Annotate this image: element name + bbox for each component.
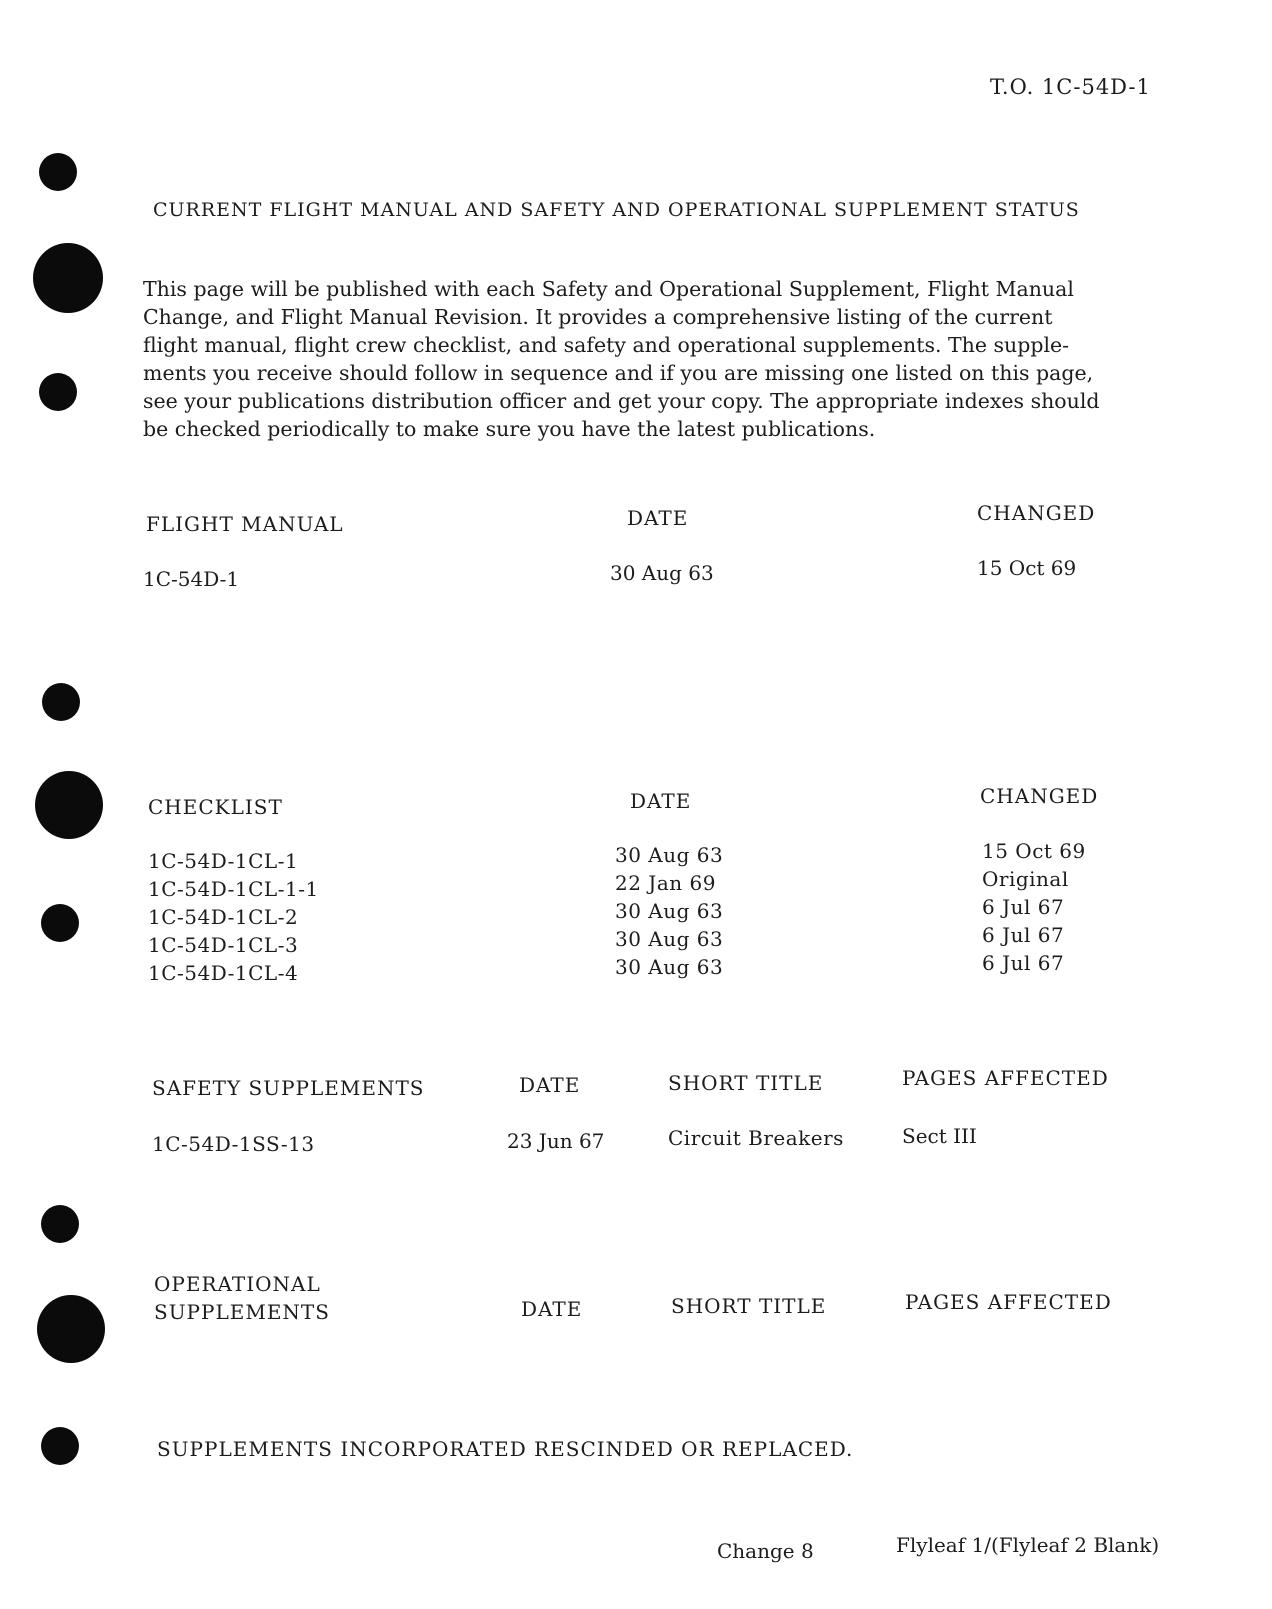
checklist-row-date: 22 Jan 69: [615, 871, 716, 895]
operational-pages-affected-header: PAGES AFFECTED: [905, 1290, 1112, 1314]
checklist-dates: [615, 841, 723, 981]
checklist-changed-header: CHANGED: [980, 784, 1099, 808]
checklist-row-changed: 6 Jul 67: [982, 951, 1065, 975]
safety-short-title-header: SHORT TITLE: [668, 1071, 824, 1095]
operational-date-header: DATE: [521, 1297, 583, 1321]
checklist-row-changed: 15 Oct 69: [982, 839, 1086, 863]
operational-supplements-header-line1: OPERATIONAL: [154, 1272, 321, 1296]
flight-manual-changed: 15 Oct 69: [977, 556, 1077, 580]
flight-manual-name: 1C-54D-1: [143, 567, 240, 591]
checklist-changed: [982, 837, 1086, 977]
safety-supplements-header: SAFETY SUPPLEMENTS: [152, 1076, 425, 1100]
footer-page-number: Flyleaf 1/(Flyleaf 2 Blank): [896, 1533, 1160, 1557]
binder-hole: [33, 243, 103, 313]
checklist-row-changed: Original: [982, 867, 1069, 891]
intro-paragraph: This page will be published with each Safety and Operational Supplement, Flight Manual Change, and Flight Manual Revision. It provides a comprehensive listing of the current flight manual, flight crew checklist, and safety and operational supplements. The supple- ments you receive should follow in sequence and if you are missing one listed on this page, see your publications distribution officer and get your copy. The appropriate indexes should be checked periodically to make sure you have the latest publications.: [143, 277, 1100, 441]
checklist-row-name: 1C-54D-1CL-2: [148, 905, 299, 929]
binder-hole: [39, 373, 77, 411]
safety-pages-affected-header: PAGES AFFECTED: [902, 1066, 1109, 1090]
checklist-row-date: 30 Aug 63: [615, 955, 724, 979]
binder-hole: [35, 771, 103, 839]
binder-hole: [41, 1205, 79, 1243]
checklist-row-name: 1C-54D-1CL-3: [148, 933, 299, 957]
flight-manual-date-header: DATE: [627, 506, 689, 530]
binder-hole: [42, 683, 80, 721]
operational-supplements-header-line2: SUPPLEMENTS: [154, 1300, 330, 1324]
binder-hole: [41, 1427, 79, 1465]
checklist-row-date: 30 Aug 63: [615, 843, 724, 867]
footer-change: Change 8: [717, 1539, 814, 1563]
safety-row-name: 1C-54D-1SS-13: [152, 1132, 315, 1156]
safety-row-short-title: Circuit Breakers: [668, 1126, 844, 1150]
checklist-date-header: DATE: [630, 789, 692, 813]
checklist-row-date: 30 Aug 63: [615, 927, 724, 951]
doc-number: T.O. 1C-54D-1: [990, 75, 1151, 99]
flight-manual-changed-header: CHANGED: [977, 501, 1096, 525]
checklist-row-name: 1C-54D-1CL-4: [148, 961, 299, 985]
flight-manual-header: FLIGHT MANUAL: [146, 512, 344, 536]
checklist-header: CHECKLIST: [148, 795, 283, 819]
safety-row-date: 23 Jun 67: [507, 1129, 605, 1153]
safety-date-header: DATE: [519, 1073, 581, 1097]
binder-hole: [39, 153, 77, 191]
page-title: CURRENT FLIGHT MANUAL AND SAFETY AND OPERATIONAL SUPPLEMENT STATUS: [153, 199, 1080, 221]
binder-hole: [41, 904, 79, 942]
checklist-row-changed: 6 Jul 67: [982, 895, 1065, 919]
binder-hole: [37, 1295, 105, 1363]
checklist-row-name: 1C-54D-1CL-1-1: [148, 877, 319, 901]
flight-manual-date: 30 Aug 63: [610, 561, 714, 585]
checklist-names: [148, 847, 319, 987]
checklist-row-changed: 6 Jul 67: [982, 923, 1065, 947]
operational-short-title-header: SHORT TITLE: [671, 1294, 827, 1318]
checklist-row-date: 30 Aug 63: [615, 899, 724, 923]
footer-note: SUPPLEMENTS INCORPORATED RESCINDED OR REPLACED.: [157, 1437, 854, 1461]
safety-row-pages-affected: Sect III: [902, 1124, 977, 1148]
checklist-row-name: 1C-54D-1CL-1: [148, 849, 299, 873]
